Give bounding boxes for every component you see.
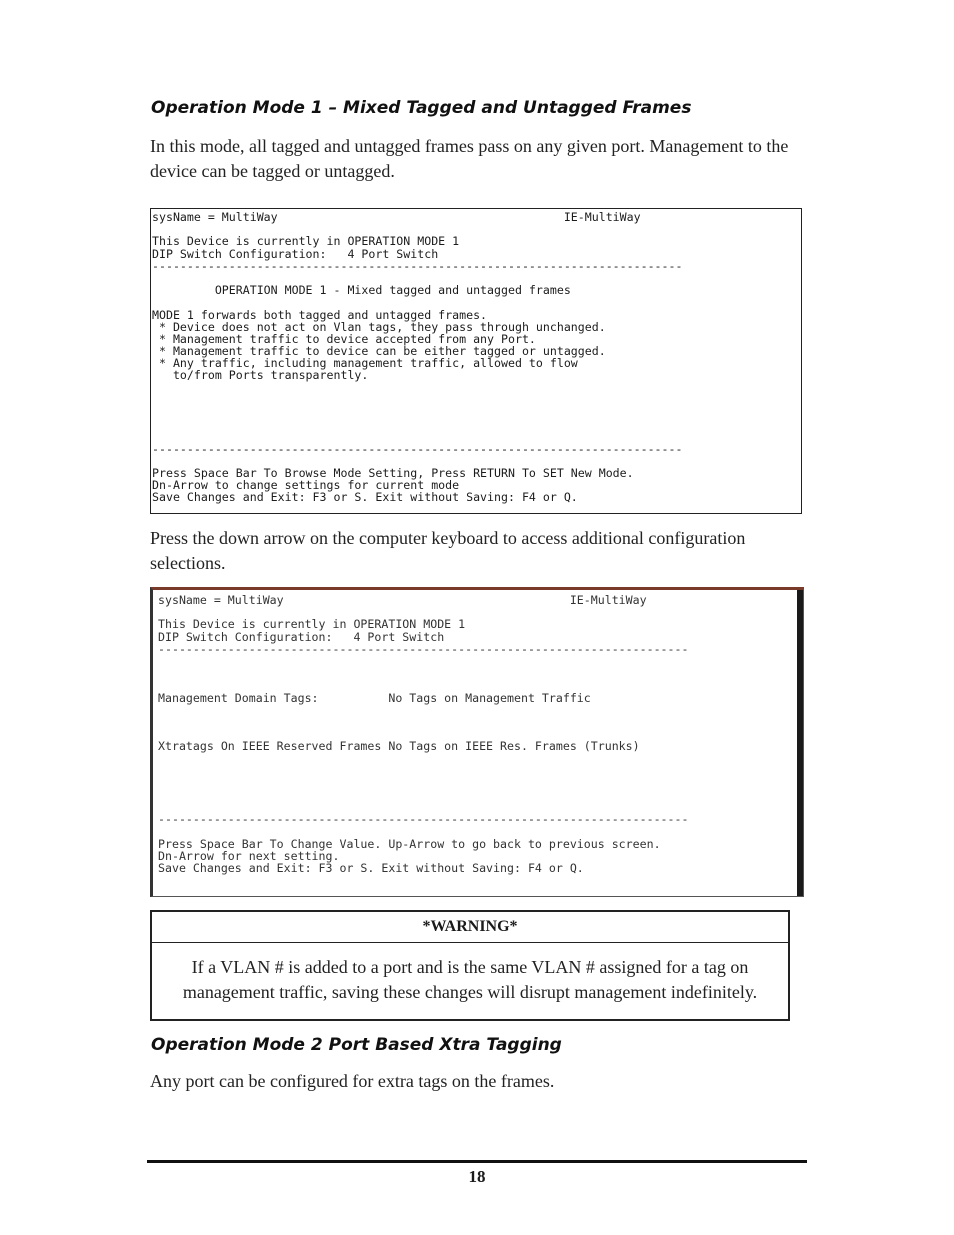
warning-title: *WARNING* [152, 912, 788, 943]
terminal-line: MODE 1 forwards both tagged and untagged frames. [152, 307, 488, 322]
terminal-line: * Management traffic to device accepted from any Port. [152, 331, 536, 346]
terminal-line [158, 679, 803, 691]
terminal-line: ---------------------------------------------------------------------------- [152, 441, 683, 456]
terminal-line: * Any traffic, including management traffic, allowed to flow [152, 356, 578, 371]
terminal-line: * Device does not act on Vlan tags, they pass through unchanged. [152, 319, 606, 334]
terminal-line [152, 382, 801, 394]
terminal-line: Press Space Bar To Change Value. Up-Arrow to go back to previous screen. [158, 836, 661, 851]
terminal-line [158, 777, 803, 789]
terminal-line: DIP Switch Configuration: 4 Port Switch [152, 246, 439, 261]
terminal-line: Management Domain Tags: No Tags on Management Traffic [158, 690, 591, 705]
terminal-line [158, 826, 803, 838]
terminal-line: sysName = MultiWay IE-MultiWay [158, 593, 647, 607]
terminal-line: Dn-Arrow to change settings for current mode [152, 478, 460, 493]
terminal-line: This Device is currently in OPERATION MODE 1 [158, 617, 466, 632]
mode-1-description: In this mode, all tagged and untagged frames pass on any given port. Management to the device can be tagged or untagged. [150, 136, 789, 181]
terminal-line [158, 667, 803, 679]
terminal-screenshot-mode-1 [150, 208, 802, 514]
terminal-line [152, 406, 801, 418]
terminal-line [158, 752, 803, 764]
terminal-line: Press Space Bar To Browse Mode Setting, Press RETURN To SET New Mode. [152, 465, 634, 480]
terminal-line: OPERATION MODE 1 - Mixed tagged and untagged frames [152, 283, 571, 298]
footer-rule [147, 1160, 807, 1163]
terminal-line [152, 394, 801, 406]
terminal-line: DIP Switch Configuration: 4 Port Switch [158, 629, 445, 644]
terminal-line [152, 296, 801, 308]
terminal-line: This Device is currently in OPERATION MODE 1 [152, 234, 460, 249]
terminal-line [158, 655, 803, 667]
terminal-screenshot-additional-settings [150, 587, 804, 897]
section-heading-mode-1: Operation Mode 1 – Mixed Tagged and Untagged Frames [151, 98, 692, 118]
terminal-line: * Management traffic to device can be either tagged or untagged. [152, 344, 606, 359]
terminal-line: Save Changes and Exit: F3 or S. Exit without Saving: F4 or Q. [152, 490, 578, 505]
terminal-line: Save Changes and Exit: F3 or S. Exit without Saving: F4 or Q. [158, 861, 584, 876]
terminal-line: Xtratags On IEEE Reserved Frames No Tags on IEEE Res. Frames (Trunks) [158, 739, 640, 754]
terminal-line: ---------------------------------------------------------------------------- [152, 258, 683, 273]
terminal-line [158, 716, 803, 728]
terminal-line [152, 430, 801, 442]
warning-box [150, 910, 790, 1021]
mode-2-description: Any port can be configured for extra tags on the frames. [150, 1071, 555, 1091]
terminal-line: to/from Ports transparently. [152, 368, 369, 383]
terminal-line [158, 704, 803, 716]
terminal-line: Dn-Arrow for next setting. [158, 848, 340, 863]
terminal-line: sysName = MultiWay IE-MultiWay [152, 210, 641, 224]
terminal-line: ---------------------------------------------------------------------------- [158, 641, 689, 656]
terminal-line [152, 418, 801, 430]
down-arrow-instruction: Press the down arrow on the computer keyboard to access additional configuration selections. [150, 528, 746, 573]
terminal-line [158, 765, 803, 777]
terminal-line [158, 789, 803, 801]
terminal-line: ---------------------------------------------------------------------------- [158, 812, 689, 827]
section-heading-mode-2: Operation Mode 2 Port Based Xtra Tagging [151, 1035, 562, 1055]
page-number: 18 [468, 1167, 486, 1186]
warning-text: If a VLAN # is added to a port and is the same VLAN # assigned for a tag on management traffic, saving these changes will disrupt management indefinitely. [182, 957, 758, 1002]
